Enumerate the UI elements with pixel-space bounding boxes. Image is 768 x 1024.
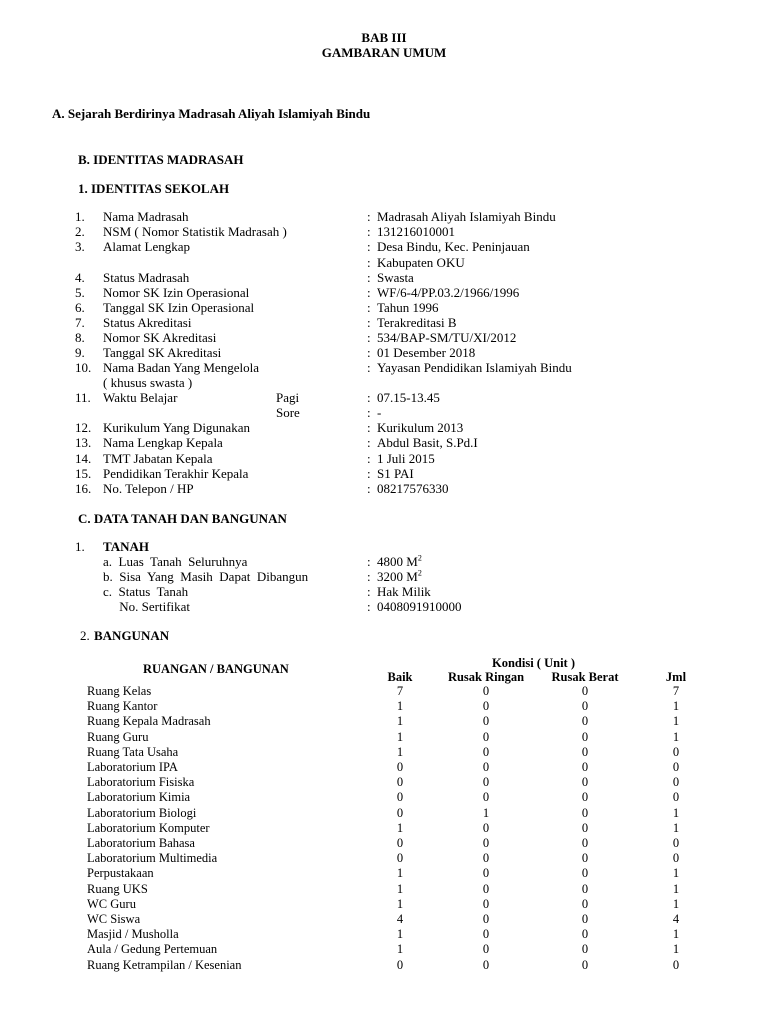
identity-number: 13. bbox=[75, 435, 92, 450]
tanah-value: 0408091910000 bbox=[377, 599, 462, 614]
table-cell: 0 bbox=[672, 790, 680, 805]
table-row-name: Ruang Kepala Madrasah bbox=[87, 714, 211, 729]
table-cell: 0 bbox=[581, 957, 589, 972]
identity-value: Kabupaten OKU bbox=[377, 255, 465, 270]
table-cell: 1 bbox=[672, 820, 680, 835]
table-cell: 0 bbox=[482, 912, 490, 926]
table-cell: 0 bbox=[581, 790, 589, 805]
identity-value: 534/BAP-SM/TU/XI/2012 bbox=[377, 330, 517, 345]
table-row-name: Perpustakaan bbox=[87, 866, 154, 881]
table-row-name: Masjid / Musholla bbox=[87, 927, 179, 942]
table-header-kondisi: Kondisi ( Unit ) bbox=[492, 656, 576, 670]
table-cell: 1 bbox=[672, 866, 680, 881]
table-cell: 0 bbox=[396, 775, 404, 790]
table-cell: 0 bbox=[482, 836, 490, 850]
table-cell: 0 bbox=[482, 820, 490, 835]
identity-colon: : bbox=[367, 315, 371, 330]
table-cell: 0 bbox=[396, 836, 404, 850]
section-c-heading: C. DATA TANAH DAN BANGUNAN bbox=[78, 511, 287, 526]
table-cell: 0 bbox=[396, 805, 404, 820]
identity-label: TMT Jabatan Kepala bbox=[103, 451, 213, 466]
tanah-colon: : bbox=[367, 569, 371, 584]
identity-label: Tanggal SK Akreditasi bbox=[103, 345, 222, 360]
identity-number: 15. bbox=[75, 466, 92, 481]
table-cell: 0 bbox=[581, 744, 589, 759]
table-cell: 1 bbox=[396, 699, 404, 714]
identity-colon: : bbox=[367, 255, 371, 270]
tanah-value: 3200 $M^2$ bbox=[377, 568, 422, 584]
identity-value: Yayasan Pendidikan Islamiyah Bindu bbox=[377, 360, 572, 375]
table-cell: 0 bbox=[396, 851, 404, 866]
table-cell: 0 bbox=[581, 699, 589, 714]
identity-colon: : bbox=[367, 300, 371, 315]
tanah-label: b. Sisa Yang Masih Dapat Dibangun bbox=[103, 569, 309, 584]
identity-value: 131216010001 bbox=[377, 224, 455, 239]
identity-number: 2. bbox=[75, 224, 85, 239]
table-cell: 4 bbox=[672, 912, 680, 926]
table-cell: 0 bbox=[482, 942, 490, 957]
identity-number: 8. bbox=[75, 330, 85, 345]
table-cell: 0 bbox=[581, 775, 589, 790]
identity-colon: : bbox=[367, 224, 371, 239]
identity-value: WF/6-4/PP.03.2/1966/1996 bbox=[377, 285, 520, 300]
table-cell: 7 bbox=[672, 684, 680, 698]
identity-label: Kurikulum Yang Digunakan bbox=[103, 420, 250, 435]
table-column-header: Rusak Ringan bbox=[447, 670, 525, 684]
identity-label: Nama Badan Yang Mengelola bbox=[103, 360, 259, 375]
table-cell: 1 bbox=[396, 896, 404, 911]
table-cell: 0 bbox=[581, 881, 589, 896]
identity-number: 14. bbox=[75, 451, 92, 466]
table-cell: 1 bbox=[396, 881, 404, 896]
identity-number: 6. bbox=[75, 300, 85, 315]
identity-label: Tanggal SK Izin Operasional bbox=[103, 300, 255, 315]
table-cell: 1 bbox=[396, 927, 404, 942]
table-cell: 0 bbox=[672, 760, 680, 774]
table-cell: 0 bbox=[672, 775, 680, 790]
table-cell: 0 bbox=[672, 836, 680, 850]
table-cell: 0 bbox=[482, 957, 490, 972]
table-cell: 0 bbox=[672, 851, 680, 866]
identity-number: 10. bbox=[75, 360, 92, 375]
table-cell: 0 bbox=[581, 866, 589, 881]
identity-number: 16. bbox=[75, 481, 92, 496]
table-cell: 1 bbox=[396, 866, 404, 881]
section-b-heading: B. IDENTITAS MADRASAH bbox=[78, 152, 244, 167]
identity-label: Nama Madrasah bbox=[103, 209, 189, 224]
table-cell: 0 bbox=[396, 760, 404, 774]
identity-session-label: Pagi bbox=[276, 390, 300, 405]
section-a-heading: A. Sejarah Berdirinya Madrasah Aliyah Islamiyah Bindu bbox=[52, 106, 371, 121]
table-cell: 1 bbox=[396, 729, 404, 744]
table-row-name: Ruang Tata Usaha bbox=[87, 744, 179, 759]
table-cell: 7 bbox=[396, 684, 404, 698]
table-cell: 1 bbox=[672, 896, 680, 911]
table-cell: 1 bbox=[672, 942, 680, 957]
identity-number: 3. bbox=[75, 239, 85, 254]
tanah-value: Hak Milik bbox=[377, 584, 431, 599]
table-column-header: Rusak Berat bbox=[551, 670, 619, 684]
identity-label: Nomor SK Akreditasi bbox=[103, 330, 217, 345]
identity-number: 12. bbox=[75, 420, 92, 435]
table-row-name: Laboratorium Bahasa bbox=[87, 836, 195, 850]
identity-label: No. Telepon / HP bbox=[103, 481, 194, 496]
tanah-label: a. Luas Tanah Seluruhnya bbox=[103, 554, 248, 569]
table-row-name: WC Guru bbox=[87, 896, 136, 911]
identity-colon: : bbox=[367, 481, 371, 496]
table-cell: 0 bbox=[581, 820, 589, 835]
identity-value: Terakreditasi B bbox=[377, 315, 457, 330]
identity-colon: : bbox=[367, 390, 371, 405]
table-cell: 0 bbox=[482, 744, 490, 759]
identity-value: 01 Desember 2018 bbox=[377, 345, 476, 360]
bangunan-number: 2. bbox=[80, 628, 90, 643]
table-row-name: Laboratorium Biologi bbox=[87, 805, 197, 820]
table-row-name: WC Siswa bbox=[87, 912, 141, 926]
chapter-number: BAB III bbox=[361, 30, 407, 45]
table-cell: 1 bbox=[396, 744, 404, 759]
table-cell: 1 bbox=[396, 714, 404, 729]
table-cell: 0 bbox=[482, 684, 490, 698]
table-cell: 0 bbox=[581, 714, 589, 729]
table-row-name: Ruang Kantor bbox=[87, 699, 158, 714]
table-cell: 1 bbox=[672, 881, 680, 896]
table-cell: 1 bbox=[672, 927, 680, 942]
identity-colon: : bbox=[367, 330, 371, 345]
identity-label: Pendidikan Terakhir Kepala bbox=[103, 466, 249, 481]
identity-colon: : bbox=[367, 435, 371, 450]
table-cell: 0 bbox=[581, 729, 589, 744]
table-cell: 1 bbox=[482, 805, 490, 820]
table-cell: 0 bbox=[581, 836, 589, 850]
table-cell: 0 bbox=[482, 760, 490, 774]
table-cell: 0 bbox=[482, 896, 490, 911]
tanah-colon: : bbox=[367, 584, 371, 599]
tanah-number: 1. bbox=[75, 539, 85, 554]
table-cell: 0 bbox=[581, 805, 589, 820]
table-cell: 1 bbox=[396, 942, 404, 957]
table-cell: 1 bbox=[396, 820, 404, 835]
table-cell: 0 bbox=[396, 790, 404, 805]
tanah-colon: : bbox=[367, 554, 371, 569]
table-cell: 0 bbox=[482, 866, 490, 881]
identity-number: 7. bbox=[75, 315, 85, 330]
identity-number: 1. bbox=[75, 209, 85, 224]
identity-session-label: Sore bbox=[276, 405, 300, 420]
table-cell: 0 bbox=[581, 684, 589, 698]
identity-label: NSM ( Nomor Statistik Madrasah ) bbox=[103, 224, 287, 239]
table-cell: 0 bbox=[482, 927, 490, 942]
identity-value: - bbox=[377, 405, 382, 420]
table-cell: 0 bbox=[581, 896, 589, 911]
identity-value: S1 PAI bbox=[377, 466, 414, 481]
identity-colon: : bbox=[367, 405, 371, 420]
identity-number: 5. bbox=[75, 285, 85, 300]
table-cell: 4 bbox=[396, 912, 404, 926]
identity-value: Kurikulum 2013 bbox=[377, 420, 464, 435]
table-column-header: Jml bbox=[665, 670, 687, 684]
tanah-label: No. Sertifikat bbox=[103, 599, 191, 614]
unit-superscript: 2 bbox=[417, 568, 422, 578]
table-row-name: Laboratorium IPA bbox=[87, 760, 178, 774]
table-cell: 0 bbox=[482, 881, 490, 896]
table-cell: 0 bbox=[581, 851, 589, 866]
identity-colon: : bbox=[367, 285, 371, 300]
identity-label: Status Akreditasi bbox=[103, 315, 192, 330]
identity-colon: : bbox=[367, 345, 371, 360]
identity-value: Madrasah Aliyah Islamiyah Bindu bbox=[377, 209, 556, 224]
chapter-title: GAMBARAN UMUM bbox=[321, 45, 447, 60]
table-row-name: Laboratorium Komputer bbox=[87, 820, 210, 835]
table-row-name: Laboratorium Kimia bbox=[87, 790, 191, 805]
table-cell: 0 bbox=[396, 957, 404, 972]
table-cell: 0 bbox=[581, 912, 589, 926]
identity-label: Status Madrasah bbox=[103, 270, 190, 285]
table-cell: 1 bbox=[672, 805, 680, 820]
table-row-name: Ruang Ketrampilan / Kesenian bbox=[87, 957, 242, 972]
identity-colon: : bbox=[367, 360, 371, 375]
table-row-name: Ruang Kelas bbox=[87, 684, 152, 698]
table-row-name: Ruang Guru bbox=[87, 729, 149, 744]
table-row-name: Ruang UKS bbox=[87, 881, 148, 896]
tanah-value: 4800 $M^2$ bbox=[377, 553, 422, 569]
bangunan-heading: BANGUNAN bbox=[94, 628, 170, 643]
identity-label: Alamat Lengkap bbox=[103, 239, 190, 254]
table-row-name: Aula / Gedung Pertemuan bbox=[87, 942, 218, 957]
table-cell: 0 bbox=[482, 775, 490, 790]
identity-label: Waktu Belajar bbox=[103, 390, 178, 405]
tanah-colon: : bbox=[367, 599, 371, 614]
identity-label: Nomor SK Izin Operasional bbox=[103, 285, 250, 300]
table-cell: 0 bbox=[672, 957, 680, 972]
table-cell: 1 bbox=[672, 699, 680, 714]
subsection-identitas-heading: 1. IDENTITAS SEKOLAH bbox=[78, 181, 230, 196]
identity-value: 07.15-13.45 bbox=[377, 390, 440, 405]
unit-superscript: 2 bbox=[417, 553, 422, 563]
table-row-name: Laboratorium Multimedia bbox=[87, 851, 218, 866]
identity-value: Abdul Basit, S.Pd.I bbox=[377, 435, 478, 450]
identity-colon: : bbox=[367, 420, 371, 435]
identity-colon: : bbox=[367, 451, 371, 466]
identity-value: 08217576330 bbox=[377, 481, 449, 496]
table-cell: 1 bbox=[672, 729, 680, 744]
table-cell: 0 bbox=[672, 744, 680, 759]
table-cell: 0 bbox=[482, 729, 490, 744]
identity-value: Swasta bbox=[377, 270, 414, 285]
identity-label: Nama Lengkap Kepala bbox=[103, 435, 223, 450]
tanah-heading: TANAH bbox=[103, 539, 149, 554]
identity-label: ( khusus swasta ) bbox=[103, 375, 193, 390]
identity-number: 11. bbox=[75, 390, 91, 405]
identity-colon: : bbox=[367, 239, 371, 254]
identity-number: 9. bbox=[75, 345, 85, 360]
identity-number: 4. bbox=[75, 270, 85, 285]
identity-value: Tahun 1996 bbox=[377, 300, 439, 315]
table-cell: 0 bbox=[581, 927, 589, 942]
identity-colon: : bbox=[367, 270, 371, 285]
table-row-name: Laboratorium Fisiska bbox=[87, 775, 195, 790]
identity-colon: : bbox=[367, 466, 371, 481]
table-cell: 1 bbox=[672, 714, 680, 729]
tanah-label: c. Status Tanah bbox=[103, 584, 189, 599]
table-cell: 0 bbox=[482, 790, 490, 805]
table-cell: 0 bbox=[581, 760, 589, 774]
table-cell: 0 bbox=[482, 851, 490, 866]
table-cell: 0 bbox=[581, 942, 589, 957]
table-cell: 0 bbox=[482, 699, 490, 714]
table-header-room: RUANGAN / BANGUNAN bbox=[143, 662, 289, 676]
identity-value: Desa Bindu, Kec. Peninjauan bbox=[377, 239, 530, 254]
table-cell: 0 bbox=[482, 714, 490, 729]
table-column-header: Baik bbox=[387, 670, 413, 684]
identity-colon: : bbox=[367, 209, 371, 224]
identity-value: 1 Juli 2015 bbox=[377, 451, 435, 466]
